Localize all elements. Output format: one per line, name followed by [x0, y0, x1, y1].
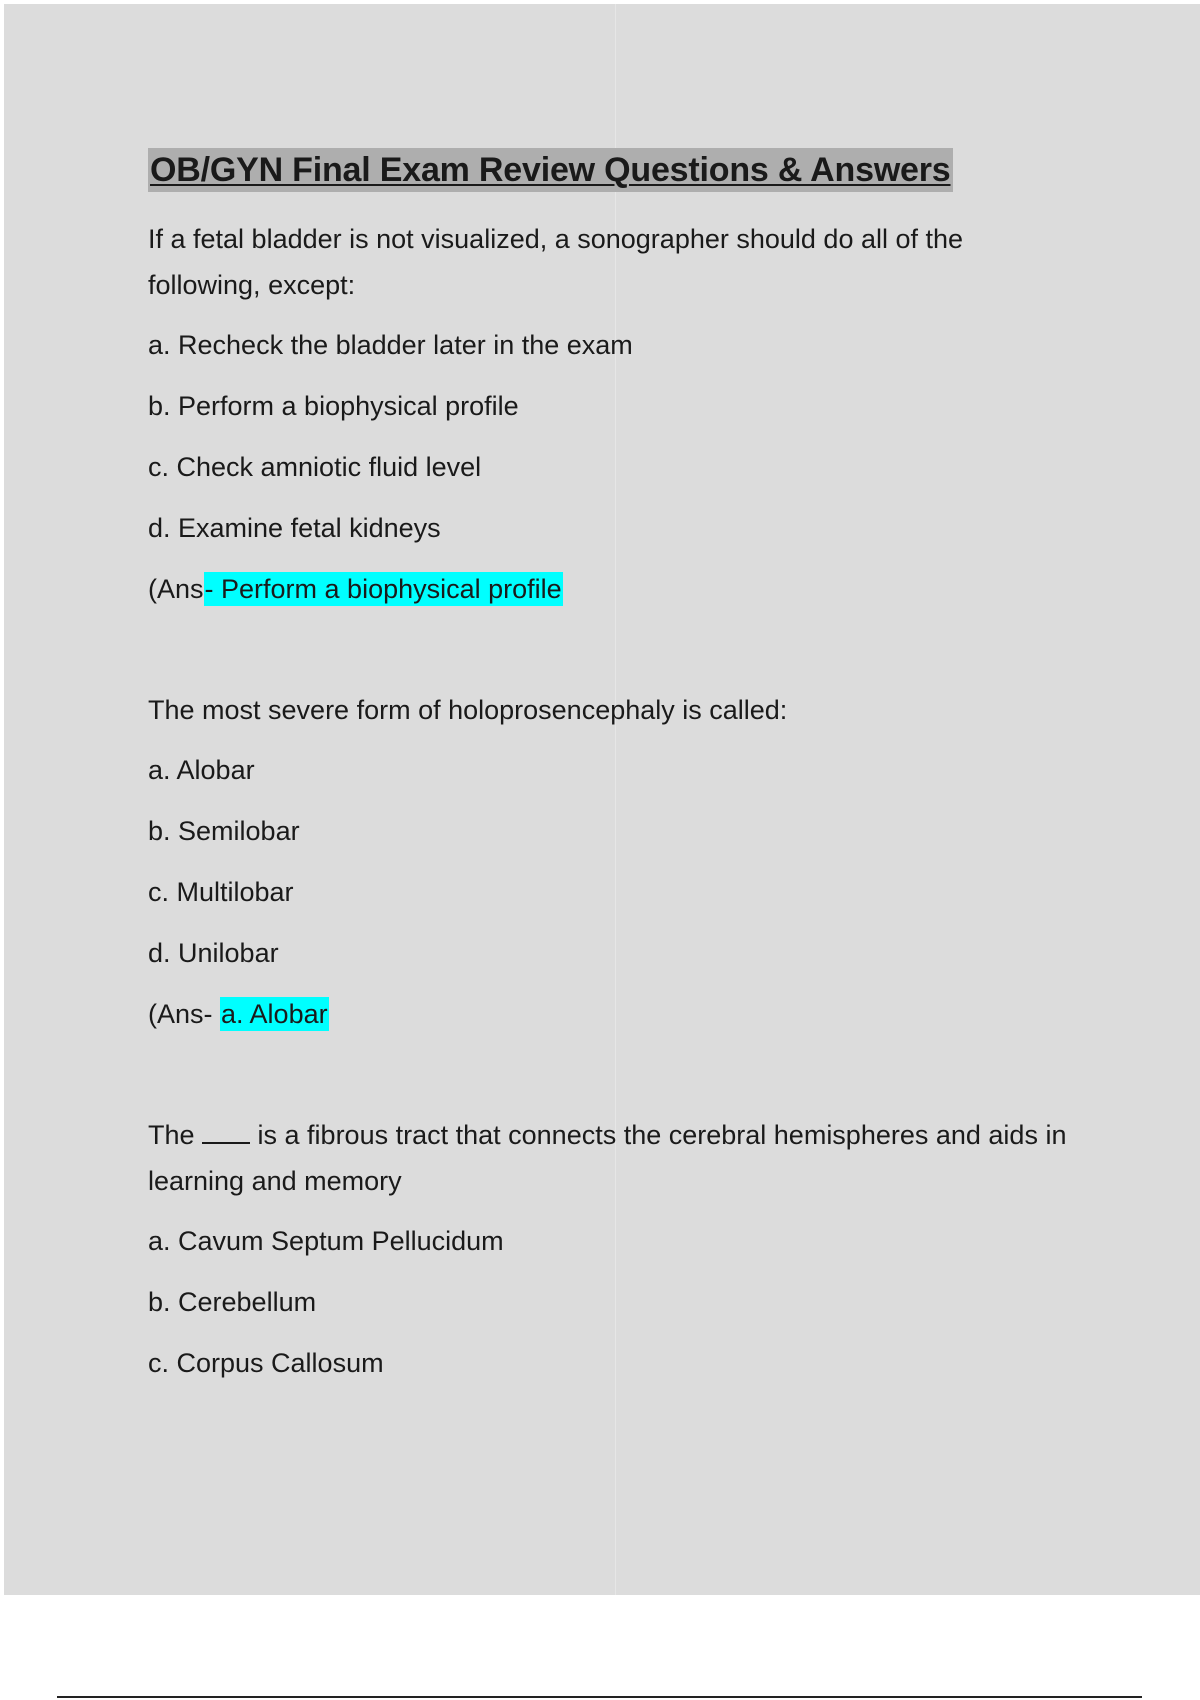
answer-option: b. Semilobar — [148, 816, 300, 846]
answer-option: a. Recheck the bladder later in the exam — [148, 330, 633, 360]
question-text: The most severe form of holoprosencephaly is called: — [148, 695, 788, 725]
question-text — [148, 1112, 1078, 1204]
answer-option: a. Cavum Septum Pellucidum — [148, 1226, 504, 1256]
answer-line — [148, 991, 1078, 1038]
answer-line — [148, 566, 1078, 613]
question-block-1 — [148, 216, 1078, 613]
question-text: If a fetal bladder is not visualized, a sonographer should do all of the following, except: — [148, 224, 964, 300]
question-spacer — [148, 1038, 1078, 1112]
answer-option: c. Check amniotic fluid level — [148, 452, 482, 482]
question-text-start: The — [148, 1120, 203, 1150]
question-block-2 — [148, 687, 1078, 1038]
question-block-3 — [148, 1112, 1078, 1387]
answer-option: d. Examine fetal kidneys — [148, 513, 441, 543]
footer-rule — [57, 1696, 1142, 1698]
answer-option: b. Cerebellum — [148, 1287, 317, 1317]
document-title: OB/GYN Final Exam Review Questions & Answers — [148, 148, 953, 192]
fill-in-blank — [202, 1120, 250, 1144]
answer-highlight: - Perform a biophysical profile — [204, 574, 562, 604]
answer-prefix: (Ans- — [148, 999, 221, 1029]
answer-option: c. Multilobar — [148, 877, 294, 907]
answer-option: d. Unilobar — [148, 938, 279, 968]
question-spacer — [148, 613, 1078, 687]
answer-prefix: (Ans — [148, 574, 204, 604]
question-text-end: is a fibrous tract that connects the cerebral hemispheres and aids in learning and memory — [148, 1120, 1067, 1196]
answer-option: c. Corpus Callosum — [148, 1348, 384, 1378]
answer-option: a. Alobar — [148, 755, 255, 785]
answer-highlight: a. Alobar — [221, 999, 328, 1029]
answer-option: b. Perform a biophysical profile — [148, 391, 519, 421]
document-content — [148, 148, 1078, 1387]
